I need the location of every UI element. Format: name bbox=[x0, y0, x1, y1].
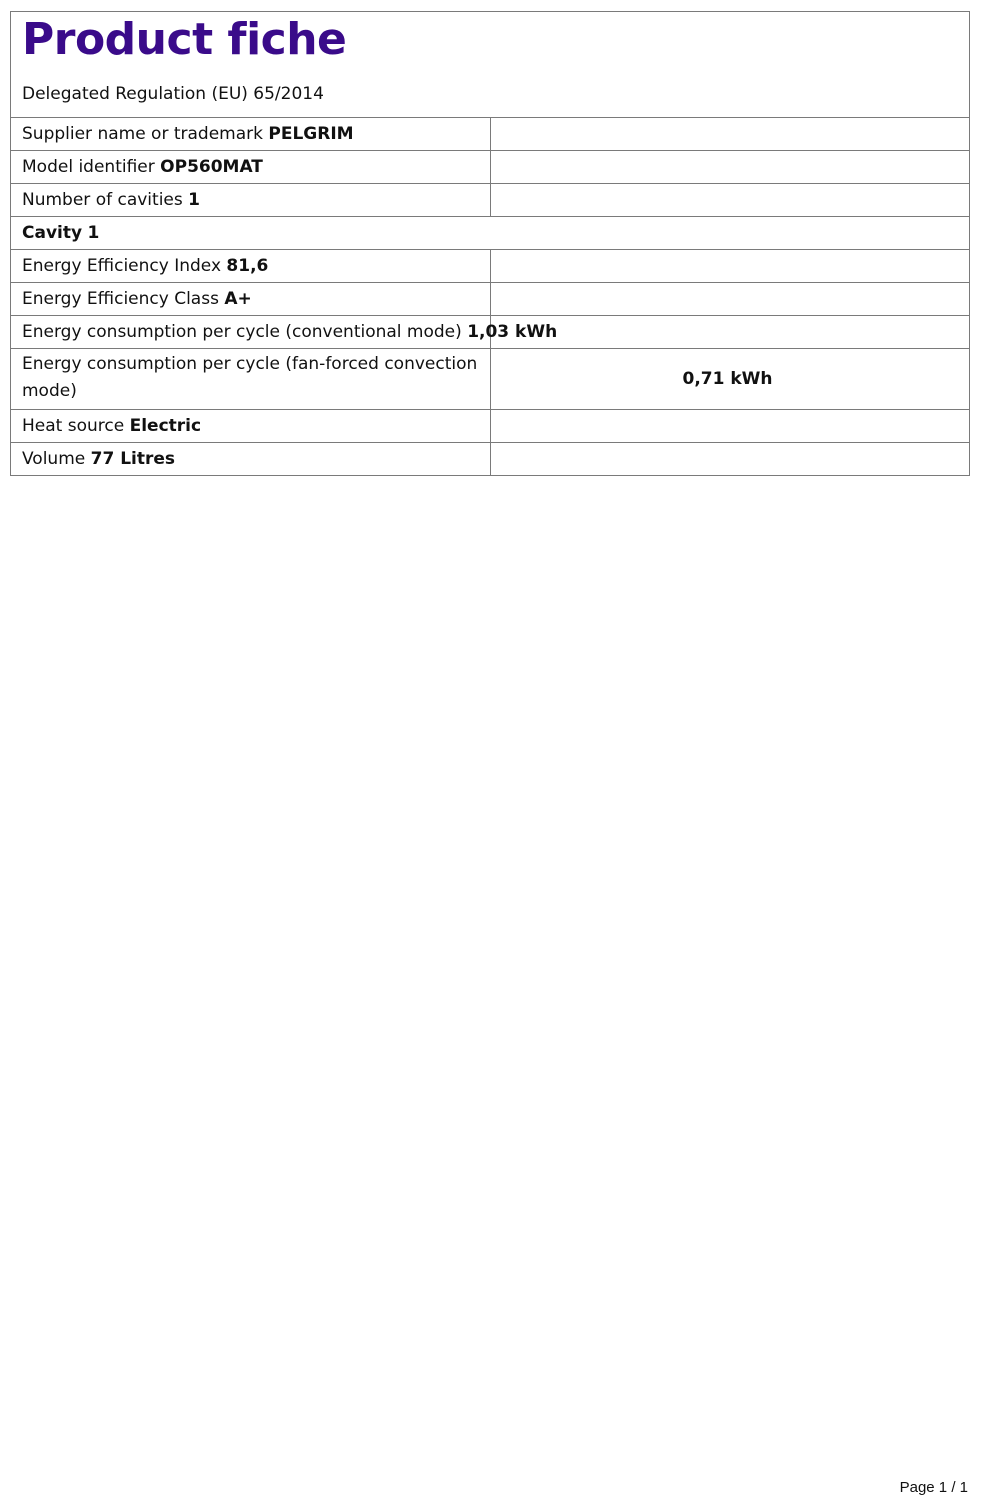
row-value: 81,6 bbox=[226, 256, 269, 276]
row-value: 1 bbox=[188, 190, 200, 210]
row-label bbox=[22, 322, 557, 342]
row-cavity-heading bbox=[11, 217, 969, 250]
row-energy-fan-forced bbox=[11, 349, 969, 410]
row-label bbox=[22, 124, 354, 144]
row-supplier bbox=[11, 118, 969, 151]
label-text: Volume bbox=[22, 449, 86, 469]
label-text: Supplier name or trademark bbox=[22, 124, 263, 144]
row-label bbox=[22, 289, 252, 309]
product-fiche-table bbox=[10, 11, 970, 476]
row-value: 0,71 kWh bbox=[682, 369, 773, 389]
row-heat-source bbox=[11, 410, 969, 443]
row-energy-conventional bbox=[11, 316, 969, 349]
row-label bbox=[22, 190, 200, 210]
regulation-subtitle: Delegated Regulation (EU) 65/2014 bbox=[22, 84, 324, 104]
row-label: Energy consumption per cycle (fan-forced convection mode) bbox=[22, 354, 478, 401]
row-model-identifier bbox=[11, 151, 969, 184]
section-heading bbox=[22, 223, 99, 243]
row-value: PELGRIM bbox=[268, 124, 354, 144]
row-label bbox=[22, 449, 175, 469]
label-text: Energy consumption per cycle (conventional mode) bbox=[22, 322, 462, 342]
row-energy-efficiency-class bbox=[11, 283, 969, 316]
row-label bbox=[22, 416, 201, 436]
label-text: Energy Efficiency Index bbox=[22, 256, 222, 276]
column-divider bbox=[490, 443, 491, 475]
label-text: Heat source bbox=[22, 416, 125, 436]
column-divider bbox=[490, 410, 491, 442]
column-divider bbox=[490, 283, 491, 315]
label-text: Model identifier bbox=[22, 157, 155, 177]
page-number: Page 1 / 1 bbox=[899, 1479, 968, 1496]
row-label bbox=[22, 157, 263, 177]
column-divider bbox=[490, 250, 491, 282]
column-divider bbox=[490, 184, 491, 216]
value-cell bbox=[491, 349, 969, 409]
row-energy-efficiency-index bbox=[11, 250, 969, 283]
label-text: Energy Efficiency Class bbox=[22, 289, 219, 309]
row-value: 77 Litres bbox=[90, 449, 176, 469]
row-value: 1 bbox=[87, 223, 100, 243]
column-divider bbox=[490, 151, 491, 183]
row-volume bbox=[11, 443, 969, 476]
row-label bbox=[22, 256, 268, 276]
column-divider bbox=[490, 118, 491, 150]
column-divider bbox=[490, 349, 491, 409]
label-text: Number of cavities bbox=[22, 190, 183, 210]
heading-text: Cavity bbox=[22, 223, 83, 243]
row-value: A+ bbox=[224, 289, 252, 309]
row-value: 1,03 kWh bbox=[467, 322, 558, 342]
row-value: Electric bbox=[129, 416, 202, 436]
page-title: Product fiche bbox=[22, 14, 347, 65]
row-number-of-cavities bbox=[11, 184, 969, 217]
fiche-header bbox=[11, 12, 969, 118]
row-value: OP560MAT bbox=[160, 157, 263, 177]
